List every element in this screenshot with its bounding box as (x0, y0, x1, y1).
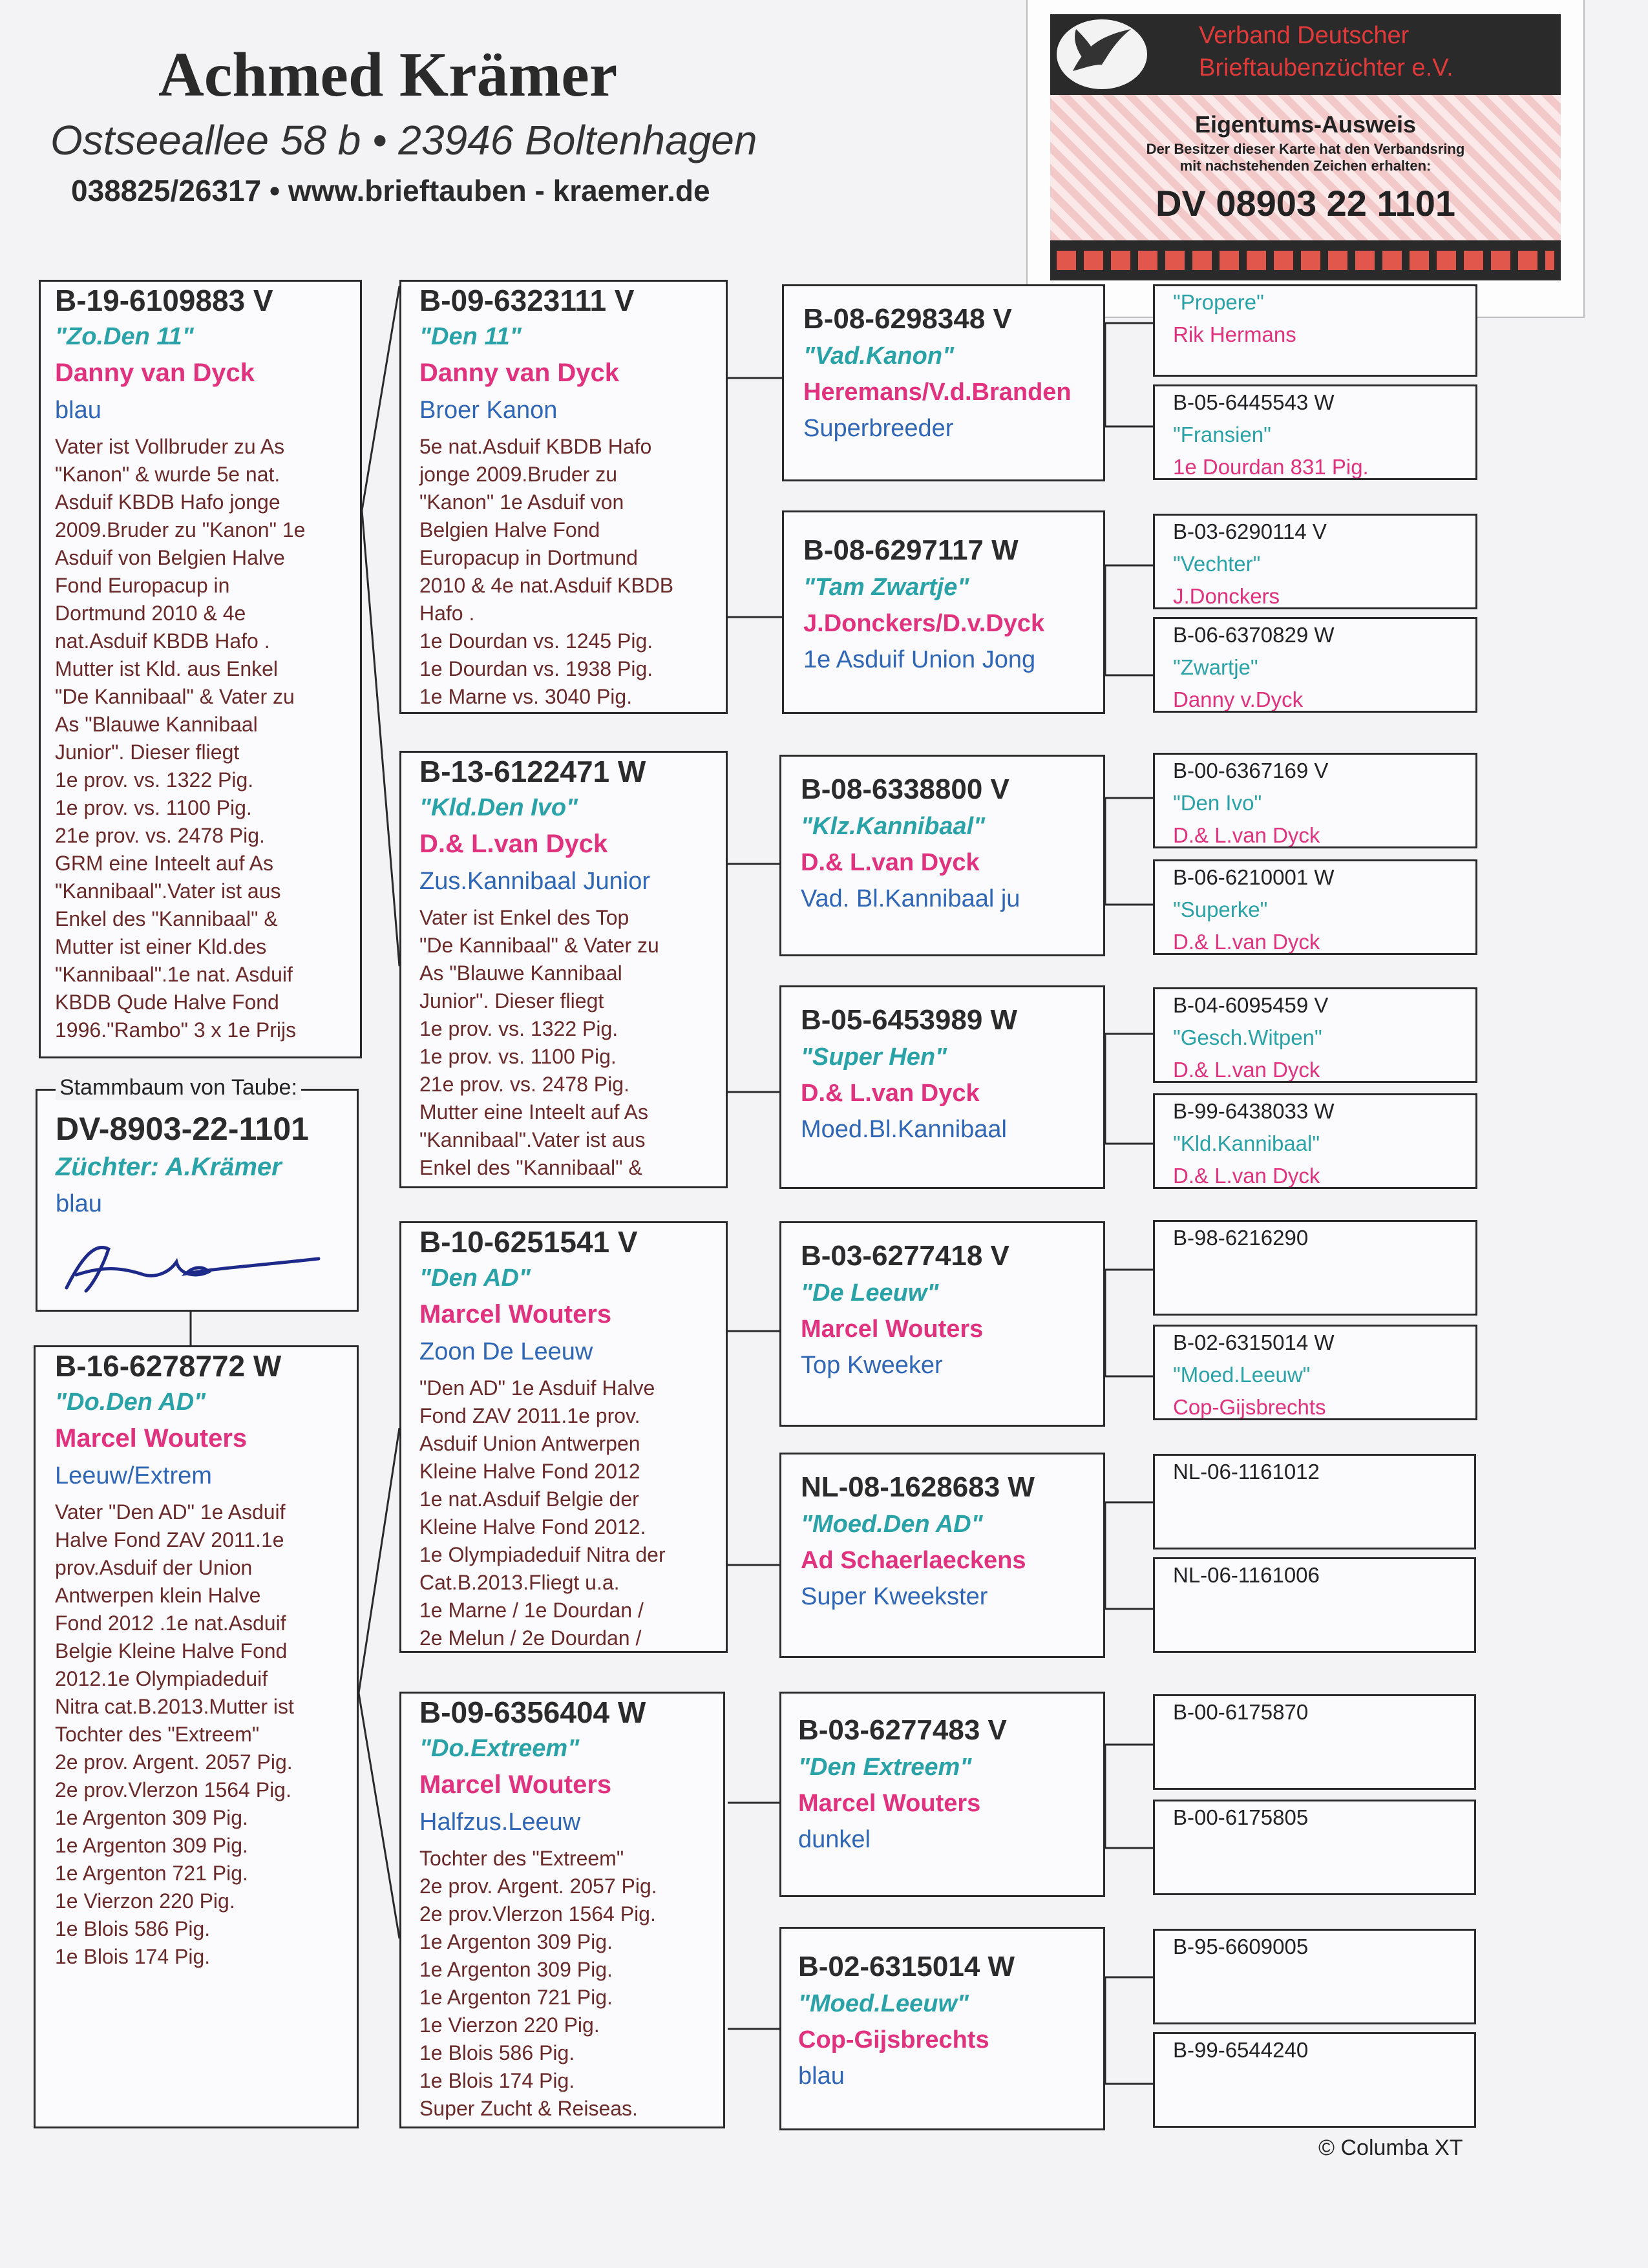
desc-line: As "Blauwe Kannibaal (55, 713, 258, 736)
gen4-breeder-10: Cop-Gijsbrechts (1173, 1395, 1326, 1419)
desc-line: 1e Blois 174 Pig. (419, 2069, 575, 2092)
desc-line: Kleine Halve Fond 2012 (419, 1460, 640, 1483)
gen1-dam-ring: B-16-6278772 W (55, 1349, 282, 1383)
gen4-ring-3: B-03-6290114 V (1173, 520, 1327, 543)
gen3-breeder-4: D.& L.van Dyck (801, 1080, 980, 1107)
gen3-name-6: "Moed.Den AD" (801, 1511, 983, 1538)
gen3-breeder-6: Ad Schaerlaeckens (801, 1547, 1026, 1574)
desc-line: 1e Blois 586 Pig. (419, 2041, 575, 2064)
gen3-name-1: "Vad.Kanon" (803, 342, 955, 370)
desc-line: Fond 2012 .1e nat.Asduif (55, 1612, 286, 1635)
gen1-sire-color: blau (55, 397, 101, 424)
gen3-color-1: Superbreeder (803, 415, 954, 442)
gen1-dam-color: Leeuw/Extrem (55, 1462, 212, 1489)
gen2-name-3: "Den AD" (419, 1265, 531, 1292)
gen2-color-1: Broer Kanon (419, 397, 558, 424)
desc-line: 1e Argenton 309 Pig. (419, 1930, 613, 1953)
gen4-ring-10: B-02-6315014 W (1173, 1330, 1335, 1354)
card-title: Eigentums-Ausweis (1194, 111, 1417, 138)
subject-ring: DV-8903-22-1101 (56, 1111, 309, 1147)
gen4-name-6: "Superke" (1173, 898, 1268, 921)
desc-line: 1e Blois 586 Pig. (55, 1917, 211, 1940)
desc-line: Halve Fond ZAV 2011.1e (55, 1528, 284, 1551)
gen1-dam-breeder: Marcel Wouters (55, 1424, 248, 1453)
gen4-breeder-2: 1e Dourdan 831 Pig. (1173, 455, 1369, 479)
card-org-line1: Verband Deutscher (1199, 22, 1410, 49)
owner-name: Achmed Krämer (158, 40, 618, 110)
desc-line: 1e Marne / 1e Dourdan / (419, 1599, 644, 1622)
gen4-ring-4: B-06-6370829 W (1173, 623, 1335, 647)
gen3-color-2: 1e Asduif Union Jong (803, 646, 1036, 673)
desc-line: 1e Olympiadeduif Nitra der (419, 1543, 666, 1566)
desc-line: 2010 & 4e nat.Asduif KBDB (419, 574, 674, 597)
gen4-box-9 (1153, 1220, 1477, 1316)
gen2-description-3 (419, 1374, 719, 1652)
gen3-box-7 (779, 1692, 1105, 1897)
gen2-name-2: "Kld.Den Ivo" (419, 794, 578, 821)
desc-line: 21e prov. vs. 2478 Pig. (419, 1073, 629, 1096)
gen3-color-7: dunkel (798, 1826, 871, 1853)
desc-line: 2e prov.Vlerzon 1564 Pig. (419, 1902, 656, 1926)
gen2-box-2 (399, 751, 728, 1188)
gen3-box-2 (782, 510, 1105, 714)
gen3-name-7: "Den Extreem" (798, 1754, 972, 1781)
gen4-ring-7: B-04-6095459 V (1173, 993, 1329, 1017)
gen3-box-1 (782, 284, 1105, 481)
gen4-ring-9: B-98-6216290 (1173, 1226, 1309, 1250)
gen3-breeder-7: Marcel Wouters (798, 1790, 981, 1817)
gen3-breeder-1: Heremans/V.d.Branden (803, 379, 1072, 406)
desc-line: 1e prov. vs. 1100 Pig. (419, 1045, 617, 1068)
gen3-ring-4: B-05-6453989 W (801, 1004, 1018, 1036)
gen3-ring-8: B-02-6315014 W (798, 1951, 1015, 1982)
desc-line: Europacup in Dortmund (419, 546, 638, 569)
gen4-box-1 (1153, 284, 1477, 377)
gen4-box-13 (1153, 1694, 1476, 1790)
gen3-box-8 (779, 1927, 1105, 2130)
gen2-ring-2: B-13-6122471 W (419, 755, 646, 788)
desc-line: Tochter des "Extreem" (419, 1847, 624, 1870)
gen2-color-3: Zoon De Leeuw (419, 1338, 593, 1365)
desc-line: 1e Dourdan vs. 1245 Pig. (419, 629, 653, 653)
desc-line: "De Kannibaal" & Vater zu (419, 934, 659, 957)
gen2-color-2: Zus.Kannibaal Junior (419, 868, 650, 895)
gen3-color-3: Vad. Bl.Kannibaal ju (801, 885, 1020, 912)
gen4-box-3 (1153, 514, 1477, 609)
gen4-box-11 (1153, 1454, 1476, 1549)
desc-line: Nitra cat.B.2013.Mutter ist (55, 1695, 294, 1718)
desc-line: 1e Vierzon 220 Pig. (419, 2013, 600, 2037)
desc-line: 1e prov. vs. 1322 Pig. (419, 1017, 618, 1040)
gen4-box-16 (1153, 2032, 1476, 2128)
desc-line: Kleine Halve Fond 2012. (419, 1515, 646, 1538)
desc-line: 2e Melun / 2e Dourdan / (419, 1626, 642, 1650)
owner-address: Ostseeallee 58 b • 23946 Boltenhagen (50, 117, 757, 163)
subject-color: blau (56, 1190, 102, 1217)
desc-line: 1e nat.Asduif Belgie der (419, 1487, 639, 1511)
gen3-breeder-8: Cop-Gijsbrechts (798, 2026, 989, 2053)
gen2-box-4 (399, 1692, 725, 2128)
desc-line: "De Kannibaal" & Vater zu (55, 685, 295, 708)
gen4-ring-2: B-05-6445543 W (1173, 390, 1335, 414)
desc-line: KBDB Qude Halve Fond (55, 991, 279, 1014)
desc-line: 2009.Bruder zu "Kanon" 1e (55, 518, 306, 541)
gen4-name-7: "Gesch.Witpen" (1173, 1025, 1322, 1049)
gen4-name-10: "Moed.Leeuw" (1173, 1363, 1311, 1387)
desc-line: 1996."Rambo" 3 x 1e Prijs (55, 1018, 297, 1042)
gen3-color-8: blau (798, 2063, 845, 2090)
card-number: DV 08903 22 1101 (1156, 183, 1455, 224)
signature-icon (47, 1230, 332, 1301)
gen2-name-4: "Do.Extreem" (419, 1735, 580, 1762)
gen4-box-4 (1153, 617, 1477, 713)
gen2-description-4 (419, 1845, 717, 2123)
desc-line: Vater "Den AD" 1e Asduif (55, 1500, 286, 1524)
gen3-name-8: "Moed.Leeuw" (798, 1990, 969, 2017)
gen4-name-2: "Fransien" (1173, 423, 1271, 446)
gen3-box-6 (779, 1453, 1105, 1658)
owner-contact: 038825/26317 • www.brieftauben - kraemer.de (71, 174, 710, 207)
desc-line: Asduif Union Antwerpen (419, 1432, 640, 1455)
gen1-sire-breeder: Danny van Dyck (55, 359, 255, 387)
desc-line: "Kanon" 1e Asduif von (419, 490, 624, 514)
gen4-breeder-1: Rik Hermans (1173, 322, 1296, 346)
gen3-ring-6: NL-08-1628683 W (801, 1471, 1035, 1503)
gen3-name-4: "Super Hen" (801, 1044, 947, 1071)
subject-legend: Stammbaum von Taube: (56, 1075, 301, 1100)
gen3-color-5: Top Kweeker (801, 1352, 943, 1379)
desc-line: As "Blauwe Kannibaal (419, 961, 622, 985)
desc-line: "Kanon" & wurde 5e nat. (55, 463, 280, 486)
desc-line: Enkel des "Kannibaal" & (419, 1156, 642, 1179)
desc-line: Asduif von Belgien Halve (55, 546, 285, 569)
desc-line: 5e nat.Asduif KBDB Hafo (419, 435, 652, 458)
gen3-box-3 (779, 755, 1105, 956)
card-org-line2: Brieftaubenzüchter e.V. (1199, 54, 1453, 81)
gen4-name-1: "Propere" (1173, 290, 1264, 314)
copyright-footer: © Columba XT (1318, 2136, 1463, 2160)
gen1-sire-description (55, 433, 354, 1044)
gen1-sire-box (39, 280, 362, 1058)
desc-line: 2012.1e Olympiadeduif (55, 1667, 268, 1690)
desc-line: 1e prov. vs. 1322 Pig. (55, 768, 254, 792)
gen3-box-4 (779, 985, 1105, 1189)
gen4-box-10 (1153, 1325, 1477, 1420)
gen4-box-2 (1153, 384, 1477, 480)
desc-line: 1e Blois 174 Pig. (55, 1945, 211, 1968)
desc-line: Dortmund 2010 & 4e (55, 602, 246, 625)
desc-line: 1e Dourdan vs. 1938 Pig. (419, 657, 653, 680)
gen4-box-15 (1153, 1929, 1476, 2024)
desc-line: 1e Argenton 309 Pig. (55, 1806, 248, 1829)
gen3-breeder-3: D.& L.van Dyck (801, 849, 980, 876)
gen2-breeder-3: Marcel Wouters (419, 1300, 612, 1328)
desc-line: Belgie Kleine Halve Fond (55, 1639, 288, 1663)
desc-line: Mutter eine Inteelt auf As (419, 1100, 648, 1124)
gen4-name-8: "Kld.Kannibaal" (1173, 1131, 1320, 1155)
gen1-dam-name: "Do.Den AD" (55, 1389, 206, 1416)
gen3-ring-5: B-03-6277418 V (801, 1240, 1009, 1272)
gen2-color-4: Halfzus.Leeuw (419, 1809, 581, 1836)
gen3-ring-2: B-08-6297117 W (803, 534, 1019, 566)
desc-line: prov.Asduif der Union (55, 1556, 253, 1579)
desc-line: 1e Argenton 309 Pig. (55, 1834, 248, 1857)
desc-line: 1e prov. vs. 1100 Pig. (55, 796, 252, 819)
gen1-sire-name: "Zo.Den 11" (55, 323, 194, 350)
gen3-box-5 (779, 1221, 1105, 1427)
desc-line: Vater ist Vollbruder zu As (55, 435, 285, 458)
gen4-breeder-8: D.& L.van Dyck (1173, 1164, 1320, 1188)
desc-line: Vater ist Enkel des Top (419, 906, 629, 929)
desc-line: jonge 2009.Bruder zu (419, 463, 617, 486)
desc-line: GRM eine Inteelt auf As (55, 852, 273, 875)
desc-line: Junior". Dieser fliegt (419, 989, 604, 1013)
desc-line: "Kannibaal".1e nat. Asduif (55, 963, 293, 986)
gen3-color-6: Super Kweekster (801, 1583, 988, 1610)
gen2-breeder-1: Danny van Dyck (419, 359, 620, 387)
desc-line: 1e Marne vs. 3040 Pig. (419, 685, 633, 708)
gen2-description-1 (419, 433, 719, 711)
desc-line: Cat.B.2013.Fliegt u.a. (419, 1571, 620, 1594)
gen4-breeder-5: D.& L.van Dyck (1173, 823, 1320, 847)
gen3-name-3: "Klz.Kannibaal" (801, 813, 986, 840)
gen4-box-5 (1153, 753, 1477, 848)
gen4-ring-13: B-00-6175870 (1173, 1700, 1309, 1724)
gen4-ring-16: B-99-6544240 (1173, 2038, 1309, 2062)
desc-line: 2e prov. Argent. 2057 Pig. (55, 1750, 293, 1774)
desc-line: Asduif KBDB Hafo jonge (55, 490, 280, 514)
desc-line: 21e prov. vs. 2478 Pig. (55, 824, 265, 847)
desc-line: 1e Argenton 721 Pig. (55, 1862, 248, 1885)
subject-breeder: Züchter: A.Krämer (56, 1153, 282, 1181)
desc-line: Mutter ist einer Kld.des (55, 935, 267, 958)
gen3-breeder-5: Marcel Wouters (801, 1316, 984, 1343)
desc-line: Tochter des "Extreem" (55, 1723, 260, 1746)
gen4-breeder-7: D.& L.van Dyck (1173, 1058, 1320, 1082)
gen2-breeder-4: Marcel Wouters (419, 1770, 612, 1799)
desc-line: "Kannibaal".Vater ist aus (55, 879, 281, 903)
gen4-box-14 (1153, 1800, 1476, 1895)
gen4-name-4: "Zwartje" (1173, 655, 1258, 679)
gen2-box-1 (399, 280, 728, 714)
gen2-ring-4: B-09-6356404 W (419, 1696, 646, 1729)
card-text-line1: Der Besitzer dieser Karte hat den Verbandsring (1146, 141, 1465, 157)
desc-line: Fond Europacup in (55, 574, 230, 597)
desc-line: "Den AD" 1e Asduif Halve (419, 1376, 655, 1400)
gen1-dam-description (55, 1498, 350, 1971)
gen4-breeder-4: Danny v.Dyck (1173, 688, 1304, 711)
gen4-ring-6: B-06-6210001 W (1173, 865, 1335, 889)
gen3-breeder-2: J.Donckers/D.v.Dyck (803, 610, 1045, 637)
desc-line: 1e Argenton 721 Pig. (419, 1986, 613, 2009)
gen2-box-3 (399, 1221, 728, 1653)
gen1-sire-ring: B-19-6109883 V (55, 284, 273, 317)
gen4-ring-12: NL-06-1161006 (1173, 1563, 1320, 1587)
gen1-dam-box (34, 1345, 359, 2128)
gen4-box-12 (1153, 1557, 1476, 1653)
gen2-description-2 (419, 904, 719, 1182)
desc-line: Hafo . (419, 602, 475, 625)
desc-line: 2e prov. Argent. 2057 Pig. (419, 1874, 657, 1898)
desc-line: 2e prov.Vlerzon 1564 Pig. (55, 1778, 291, 1801)
subject-box (36, 1075, 359, 1312)
gen3-ring-1: B-08-6298348 V (803, 303, 1012, 335)
gen4-breeder-6: D.& L.van Dyck (1173, 930, 1320, 954)
desc-line: Super Zucht & Reiseas. (419, 2097, 638, 2120)
gen4-ring-11: NL-06-1161012 (1173, 1460, 1320, 1484)
desc-line: Enkel des "Kannibaal" & (55, 907, 278, 930)
gen4-ring-14: B-00-6175805 (1173, 1805, 1309, 1829)
gen4-ring-15: B-95-6609005 (1173, 1935, 1309, 1958)
desc-line: 1e Vierzon 220 Pig. (55, 1889, 235, 1913)
desc-line: Fond ZAV 2011.1e prov. (419, 1404, 640, 1427)
gen3-ring-7: B-03-6277483 V (798, 1714, 1007, 1746)
gen3-name-5: "De Leeuw" (801, 1279, 939, 1307)
gen2-breeder-2: D.& L.van Dyck (419, 830, 608, 858)
gen4-name-3: "Vechter" (1173, 552, 1261, 576)
gen2-ring-3: B-10-6251541 V (419, 1225, 638, 1259)
desc-line: 1e Argenton 309 Pig. (419, 1958, 613, 1981)
desc-line: Belgien Halve Fond (419, 518, 600, 541)
card-text-line2: mit nachstehenden Zeichen erhalten: (1179, 158, 1431, 174)
gen2-ring-1: B-09-6323111 V (419, 284, 635, 317)
desc-line: Junior". Dieser fliegt (55, 740, 240, 764)
gen3-name-2: "Tam Zwartje" (803, 574, 969, 601)
gen4-box-7 (1153, 987, 1477, 1083)
gen4-box-6 (1153, 859, 1477, 955)
gen4-breeder-3: J.Donckers (1173, 584, 1280, 608)
gen4-name-5: "Den Ivo" (1173, 791, 1262, 815)
desc-line: Mutter ist Kld. aus Enkel (55, 657, 279, 680)
gen3-ring-3: B-08-6338800 V (801, 773, 1009, 805)
gen4-ring-8: B-99-6438033 W (1173, 1099, 1335, 1123)
desc-line: "Kannibaal".Vater ist aus (419, 1128, 646, 1151)
gen4-box-8 (1153, 1093, 1477, 1189)
desc-line: Antwerpen klein Halve (55, 1584, 261, 1607)
gen3-color-4: Moed.Bl.Kannibaal (801, 1116, 1007, 1143)
gen4-ring-5: B-00-6367169 V (1173, 759, 1329, 782)
gen2-name-1: "Den 11" (419, 323, 522, 350)
desc-line: nat.Asduif KBDB Hafo . (55, 629, 270, 653)
